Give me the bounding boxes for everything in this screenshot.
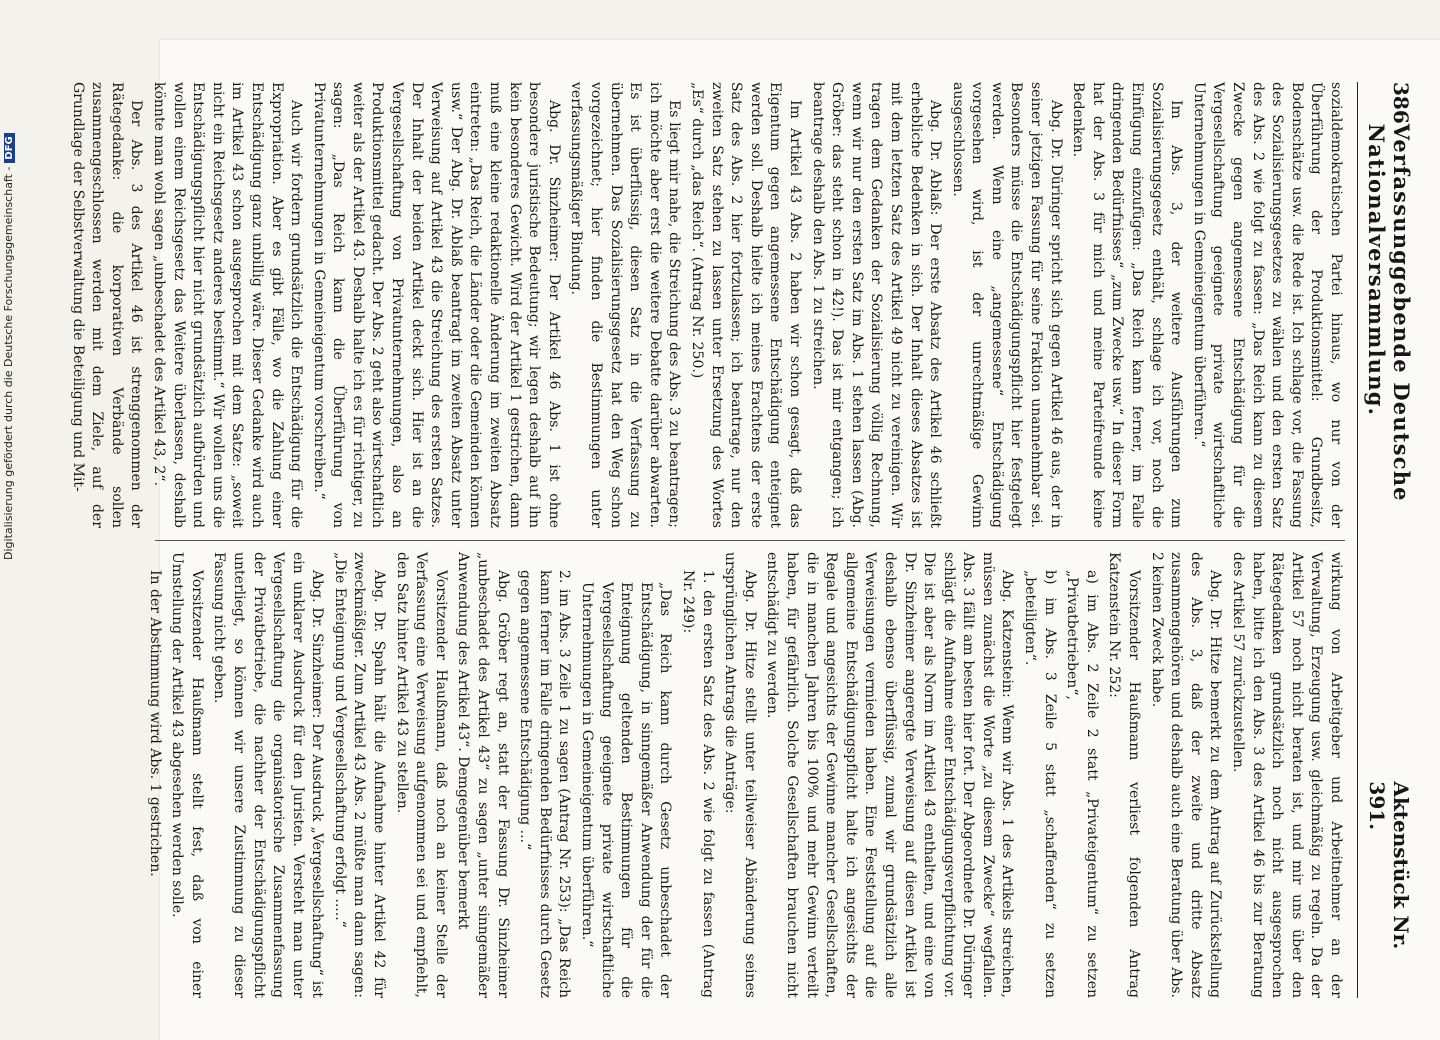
paragraph: Abg. Gröber regt an, statt der Fassung Dr. Sinzheimer „unbeschadet des Artikel 43“ zu sagen „unter sinngemäßer Anwendung des Artikel 43“. Demgegenüber bemerkt [455,552,511,998]
document-page [69,40,1440,1040]
quotation: „Das Reich kann durch Gesetz unbeschadet der Entschädigung, in sinngemäßer Anwendung der für die Enteignung geltenden Bestimmungen für die Vergesellschaftung geeignete private wirtschaftliche Unternehmungen in Gemeineigentum überführen.“ [579,582,674,998]
page-title: Verfassunggebende Deutsche Nationalversammlung. [1364,123,1414,502]
text-columns [69,82,1345,998]
paragraph: Vorsitzender Haußmann verliest folgenden Antrag Katzenstein Nr. 252: [1106,552,1143,998]
paragraph: Abg. Dr. Ablaß: Der erste Absatz des Artikel 46 schließt erhebliche Bedenken in sich. Der Inhalt dieses Absatzes ist mit dem letzten Satz des Artikel 49 nicht zu vereinigen. Wir tragen dem Gedanken der Sozialisierung völlig Rechnung, wenn wir nur den ersten Satz im Abs. 1 stehen lassen (Abg. Gröber: das steht schon in 42!). Das ist mir entgangen; ich beantrage deshalb den Abs. 1 zu streichen. [809,82,944,528]
list-item: 1. den ersten Satz des Abs. 2 wie folgt zu fassen (Antrag Nr. 249): [680,570,716,998]
paragraph: Abg. Dr. Düringer spricht sich gegen Artikel 46 aus, der in seiner jetzigen Fassung für seine Fraktion unannehmbar sei. Besonders müsse die Entschädigungspflicht hier festgelegt werden. Wenn eine „angemessene“ Entschädigung vorgesehen wird, ist der unrechtmäßige Gewinn ausgeschlossen. [949,82,1064,528]
page-number: 386 [1389,82,1413,124]
paragraph: Im Abs. 3, der weitere Ausführungen zum Sozialisierungsgesetz enthält, schlage ich vor, noch die Einfügung einzufügen: „Das Reich kann ferner, im Falle dringenden Bedürfnisses“ „zum Zwecke usw.“ In dieser Form hat der Abs. 3 für mich und meine Parteifreunde keine Bedenken. [1070,82,1185,528]
paragraph: Abg. Dr. Hitze bemerkt zu dem Antrag auf Zurückstellung des Abs. 3, daß der zweite und dritte Absatz zusammengehören und deshalb auch eine Beratung über Abs. 2 keinen Zweck habe. [1148,552,1224,998]
paragraph: Abg. Dr. Sinzheimer: Der Artikel 46 Abs. 1 ist ohne besondere juristische Bedeutung; wir legen deshalb auf ihn kein besonderes Gewicht. Wird der Artikel 1 gestrichen, dann muß eine kleine redaktionelle Änderung im zweiten Absatz eintreten: „Das Reich, die Länder oder die Gemeinden können usw.“ Der Abg. Dr. Ablaß beantragt im zweiten Absatz unter Verweisung auf Artikel 43 die Streichung des ersten Satzes. Der Inhalt der beiden Artikel deckt sich. Hier ist an die Vergesellschaftung von Privatunternehmungen, also an Produktionsmittel gedacht. Der Abs. 2 geht also wirtschaftlich weiter als der Artikel 43. Deshalb halte ich es für richtiger, zu sagen: „Das Reich kann die Überführung von Privatunternehmungen in Gemeineigentum vorschreiben.“ [310,82,562,528]
paragraph: Abg. Katzenstein: Wenn wir Abs. 1 des Artikels streichen, müssen zunächst die Worte „zu diesem Zwecke“ wegfallen. Abs. 3 fällt am besten hier fort. Der Abgeordnete Dr. Düringer schlägt die Aufnahme einer Entschädigungsverpflichtung vor. Die ist aber als Norm im Artikel 43 enthalten, und eine von Dr. Sinzheimer angeregte Verweisung auf diesen Artikel ist deshalb ebenso überflüssig, zumal wir grundsätzlich alle Verweisungen vermieden haben. Eine Feststellung auf die allgemeine Entschädigungspflicht halte ich angesichts der Regale und angesichts der Gewinne mancher Gesellschaften, die in manchen Jahren bis 100% und mehr Gewinn verteilt haben, für gefährlich. Solche Gesellschaften brauchen nicht entschädigt zu werden. [764,552,1016,998]
paragraph: Vorsitzender Haußmann stellt fest, daß von einer Umstellung der Artikel 43 abgesehen werden solle. [169,552,205,998]
paragraph: wirkung von Arbeitgeber und Arbeitnehmer an der Verwaltung, Erzeugung usw. gleichmäßig zu regeln. Da der Artikel 57 noch nicht beraten ist, und mir uns über den Rätegedanken grundsätzlich noch nicht ausgesprochen haben, bitte ich den Abs. 3 des Artikel 46 bis zur Beratung des Artikel 57 zurückzustellen. [1230,552,1344,998]
dfg-logo: DFG [4,133,15,162]
list-item: 2. im Abs. 3 Zeile 1 zu sagen (Antrag Nr. 253): „Das Reich kann ferner im Falle dringenden Bedürfnisses durch Gesetz gegen angemessene Entschädigung ...“ [517,570,573,998]
paragraph: sozialdemokratischen Partei hinaus, wo nur von der Überführung der Produktionsmittel: Grundbesitz, Bodenschätze usw. die Rede ist. Ich schlage vor, die Fassung des Sozialisierungsgesetzes zu wählen und den ersten Satz des Abs. 2 wie folgt zu fassen: „Das Reich kann zu diesem Zwecke gegen angemessene Entschädigung für die Vergesellschaftung geeignete private wirtschaftliche Unternehmungen in Gemeineigentum überführen.“ [1190,82,1344,528]
paragraph: Vorsitzender Haußmann, daß noch an keiner Stelle der Verfassung eine Verweisung aufgenommen sei und empfiehlt, den Satz hinter Artikel 43 zu stellen. [393,552,449,998]
paragraph: Der Abs. 3 des Artikel 46 ist strenggenommen der Rätegedanke: die korporativen Verbände sollen zusammengeschlossen werden mit dem Ziele, auf der Grundlage der Selbstverwaltung die Beteiligung und Mit- [69,82,145,528]
paragraph: Abg. Dr. Sinzheimer: Der Ausdruck „Vergesellschaftung“ ist ein unklarer Ausdruck für den Juristen. Versteht man unter Vergesellschaftung die organisatorische Zusammenfassung der Privatbetriebe, die nachher der Entschädigungspflicht unterliegt, so können wir unsere Zustimmung zu dieser Fassung nicht geben. [211,552,326,998]
paragraph: Abg. Dr. Hitze stellt unter teilweiser Abänderung seines ursprünglichen Antrags die Anträge: [722,552,758,998]
act-number: Aktenstück Nr. 391. [1365,781,1413,950]
paragraph: Auch wir fordern grundsätzlich die Entschädigung für die Expropriation. Aber es gibt Fälle, wo die Zahlung einer Entschädigung ganz unbillig wäre. Dieser Gedanke wird auch im Artikel 43 schon ausgesprochen mit dem Satze: „soweit nicht ein Reichsgesetz anderes bestimmt.“ Wir wollen uns die Entschädigungspflicht hier nicht grundsätzlich aufbürden und wollen einem Reichsgesetz das Weitere überlassen, deshalb könnte man wohl sagen „unbeschadet des Artikel 43, 2“. [150,82,305,528]
paragraph: Im Artikel 43 Abs. 2 haben wir schon gesagt, daß das Eigentum gegen angemessene Entschädigung enteignet werden soll. Deshalb hielte ich meines Erachtens der erste Satz des Abs. 2 hier fortzulassen; ich beantrage, nur den zweiten Satz stehen zu lassen unter Ersetzung des Wortes „Es“ durch „das Reich“. (Antrag Nr. 250.) [689,82,803,528]
digitization-note-text: Digitalisierung gefördert durch die Deutsche Forschungsgemeinschaft - [2,166,15,560]
right-column [146,552,1345,998]
page-header [1357,82,1414,998]
left-column [69,82,1345,528]
list-item: a) im Abs. 2 Zeile 2 statt „Privateigentum“ zu setzen „Privatbetrieben“, [1064,570,1100,998]
paragraph: Abg. Dr. Spahn hält die Aufnahme hinter Artikel 42 für zweckmäßiger. Zum Artikel 43 Abs. 2 müßte man dann sagen: „Die Enteignung und Vergesellschaftung erfolgt .....“ [331,552,388,998]
list-item: b) im Abs. 3 Zeile 5 statt „schaffenden“ zu setzen „beteiligten“. [1022,570,1058,998]
paragraph: In der Abstimmung wird Abs. 1 gestrichen. [146,570,163,877]
digitization-note [2,133,15,560]
paragraph: Es liegt mir nahe, die Streichung des Abs. 3 zu beantragen; ich möchte aber erst die weitere Debatte darüber abwarten. Es ist überflüssig, diesen Satz in die Verfassung zu übernehmen. Das Sozialisierungsgesetz hat den Weg schon vorgezeichnet; hier finden die Bestimmungen unter verfassungsmäßiger Bindung. [568,82,683,528]
